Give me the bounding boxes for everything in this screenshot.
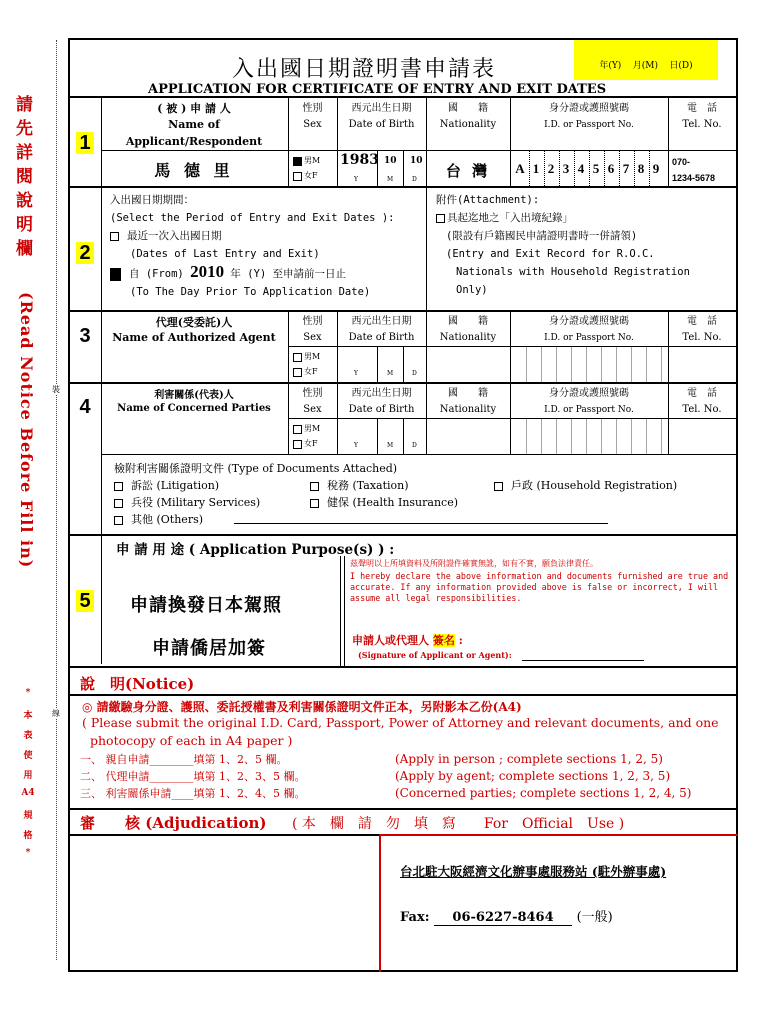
notice-line-2: ( Please submit the original I.D. Card, Passport, Power of Attorney and relevant documents, and one (82, 715, 719, 730)
fax-number: 06-6227-8464 (434, 910, 572, 926)
s4-dob-header (337, 386, 426, 418)
id-char: 6 (604, 150, 617, 188)
s3-male-option[interactable] (293, 349, 320, 364)
signature-input-line[interactable] (522, 660, 644, 661)
s4-m-label: M (387, 442, 394, 449)
others-checkbox[interactable] (114, 516, 123, 525)
dob-en: Date of Birth (348, 404, 415, 415)
a4-char: 用 (23, 771, 33, 781)
tel-zh: 電 話 (687, 316, 717, 327)
doc-others[interactable] (114, 511, 203, 528)
taxation-label: 稅務 (Taxation) (327, 479, 409, 492)
dob-year[interactable]: 1983 (340, 152, 379, 168)
notice-row-3-en: (Concerned parties; complete sections 1, 2, 4, 5) (395, 786, 692, 800)
attachment-label: 具起迄地之「入出境紀錄」 (447, 212, 573, 224)
from-year-value[interactable]: 2010 (190, 262, 225, 281)
s3-tel-header (668, 314, 736, 346)
household-label: 戶政 (Household Registration) (511, 479, 678, 492)
health-checkbox[interactable] (310, 499, 319, 508)
doc-taxation[interactable] (310, 477, 409, 494)
side-note-char: 請 (16, 95, 33, 115)
sex-en: Sex (303, 119, 322, 130)
id-char: 7 (619, 150, 632, 188)
signature-label-en: (Signature of Applicant or Agent): (358, 650, 512, 660)
military-checkbox[interactable] (114, 499, 123, 508)
docs-title: 檢附利害關係證明文件 (Type of Documents Attached) (114, 462, 398, 475)
office-box (379, 834, 738, 972)
side-note-char: 詳 (16, 143, 33, 163)
applicant-label-en2: Applicant/Respondent (125, 135, 263, 148)
a4-char: * (25, 688, 31, 698)
tel-line1: 070- (672, 157, 691, 167)
tel-line2: 1234-5678 (672, 173, 716, 183)
fax-label: Fax: (400, 910, 430, 925)
notice-row-3-zh: 三、 利害關係申請____填第 1、2、4、5 欄。 (80, 787, 306, 800)
female-label: 女F (304, 367, 318, 376)
a4-char: 規 (23, 811, 33, 821)
id-en: I.D. or Passport No. (544, 405, 634, 415)
last-entry-checkbox[interactable] (110, 232, 119, 241)
dob-m-label: M (387, 176, 394, 183)
notice-line-1: ◎ 請繳驗身分證、護照、委託授權書及利害關係證明文件正本，另附影本乙份(A4) (82, 700, 522, 714)
nat-en: Nationality (439, 119, 497, 130)
fax-note: (一般) (576, 910, 613, 925)
from-year-suffix: 年 (Y) 至申請前一日止 (230, 268, 347, 280)
id-char: 4 (574, 150, 587, 188)
nat-zh: 國 籍 (448, 316, 488, 327)
date-fields: 年(Y) 月(M) 日(D) (574, 40, 718, 80)
sex-male-option[interactable] (293, 153, 320, 168)
signature-sign-word: 簽名 (432, 634, 455, 647)
female-label: 女F (304, 171, 318, 180)
s4-id-boxes[interactable] (512, 418, 668, 454)
s4-tel-header (668, 386, 736, 418)
female-checkbox[interactable] (293, 172, 302, 181)
doc-litigation[interactable] (114, 477, 219, 494)
notice-rows (80, 751, 730, 802)
section-2-number: 2 (76, 242, 94, 264)
male-checkbox[interactable] (293, 425, 302, 434)
notice-title: 說 明(Notice) (80, 675, 195, 693)
section-4-number: 4 (79, 396, 91, 418)
last-entry-option[interactable] (110, 227, 394, 245)
attachment-block (436, 191, 690, 299)
concerned-label-zh: 利害關係(代表)人 (154, 390, 234, 401)
nat-header (426, 101, 510, 133)
s3-y-label: Y (354, 370, 358, 377)
applicant-label-en1: Name of (168, 118, 220, 131)
id-char: 5 (589, 150, 602, 188)
sex-zh: 性別 (302, 103, 323, 114)
s4-d-label: D (412, 442, 417, 449)
dob-zh: 西元出生日期 (351, 103, 412, 114)
s4-sex-checkboxes (293, 421, 320, 451)
section-1-number: 1 (76, 132, 94, 154)
notice-row-1-zh: 一、 親自申請________填第 1、2、5 欄。 (80, 753, 288, 766)
s3-id-header (510, 314, 668, 346)
signature-label-zh: 申請人或代理人 (352, 634, 429, 647)
dob-month[interactable]: 10 (384, 156, 397, 166)
sex-zh: 性別 (302, 316, 323, 327)
dob-zh: 西元出生日期 (351, 316, 412, 327)
purpose-title: 申 請 用 途 ( Application Purpose(s) ) : (116, 542, 395, 558)
declaration-en: I hereby declare the above information and documents furnished are true and accurate. If any information provided above is false or incorrect, I will assume all legal responsibilities. (350, 571, 729, 603)
others-label: 其他 (Others) (131, 513, 204, 526)
nat-zh: 國 籍 (448, 388, 488, 399)
nat-en: Nationality (439, 404, 497, 415)
side-note-en: (Read Notice Before Fill in) (17, 292, 36, 569)
household-checkbox[interactable] (494, 482, 503, 491)
doc-military[interactable] (114, 494, 260, 511)
sex-header (288, 101, 337, 133)
side-note-a4 (20, 688, 36, 868)
attachment-note: (限設有戶籍國民申請證明書時一併請領) (446, 230, 638, 242)
s4-sex-header (288, 386, 337, 418)
notice-line-3: photocopy of each in A4 paper ) (90, 733, 293, 748)
a4-char: 使 (23, 751, 33, 761)
litigation-label: 訴訟 (Litigation) (131, 479, 220, 492)
notice-row-2-en: (Apply by agent; complete sections 1, 2, 3, 5) (395, 769, 671, 783)
tel-zh: 電 話 (687, 388, 717, 399)
signature-colon: : (458, 634, 463, 647)
a4-char: 本 (23, 711, 33, 721)
id-header (510, 101, 668, 133)
last-entry-en: (Dates of Last Entry and Exit) (130, 248, 320, 260)
id-char: 1 (529, 150, 542, 188)
agent-label-en: Name of Authorized Agent (112, 331, 276, 344)
from-year-checkbox[interactable] (110, 268, 121, 281)
from-label: 自 (From) (129, 268, 184, 280)
doc-household[interactable] (494, 477, 677, 494)
adjudication-title: 審 核 (Adjudication) (80, 814, 267, 832)
id-zh: 身分證或護照號碼 (549, 388, 629, 399)
dob-zh: 西元出生日期 (351, 388, 412, 399)
sex-checkboxes (293, 153, 320, 183)
male-label: 男M (304, 156, 321, 165)
to-label: (To The Day Prior To Application Date) (130, 286, 371, 298)
adjudication-note: ( 本 欄 請 勿 填 寫 For Official Use ) (292, 816, 625, 832)
id-zh: 身分證或護照號碼 (549, 316, 629, 327)
period-title-en: (Select the Period of Entry and Exit Dates ): (110, 212, 395, 224)
tel-en: Tel. No. (682, 332, 722, 343)
sex-female-option[interactable] (293, 168, 320, 183)
id-en: I.D. or Passport No. (544, 120, 634, 130)
male-label: 男M (304, 424, 321, 433)
s4-female-option[interactable] (293, 436, 320, 451)
s3-sex-header (288, 314, 337, 346)
male-checkbox[interactable] (293, 157, 302, 166)
tel-en: Tel. No. (682, 404, 722, 415)
concerned-label-en: Name of Concerned Parties (117, 403, 271, 414)
purpose-line-2[interactable]: 申請僑居加簽 (152, 638, 266, 659)
s4-id-header (510, 386, 668, 418)
side-note-char: 欄 (16, 239, 33, 259)
form-title-zh: 入出國日期證明書申請表 (232, 57, 497, 82)
binding-mark-bottom: 線 (52, 709, 60, 718)
s3-female-option[interactable] (293, 364, 320, 379)
applicant-label-zh: ( 被 ) 申 請 人 (157, 102, 231, 115)
a4-char: 表 (23, 731, 33, 741)
s3-m-label: M (387, 370, 394, 377)
nationality-value[interactable]: 台 灣 (445, 162, 491, 180)
side-note-char: 先 (16, 119, 33, 139)
id-char: 9 (649, 150, 662, 188)
section-3-number: 3 (79, 325, 91, 347)
attachment-title: 附件(Attachment): (436, 194, 540, 206)
section-5-number: 5 (76, 590, 94, 612)
purpose-line-1[interactable]: 申請換發日本駕照 (130, 595, 282, 616)
s4-y-label: Y (354, 442, 358, 449)
male-checkbox[interactable] (293, 353, 302, 362)
id-number-boxes[interactable] (512, 150, 668, 186)
from-year-option[interactable] (110, 263, 394, 283)
nat-zh: 國 籍 (448, 103, 488, 114)
binding-mark-top: 裝 (52, 385, 60, 394)
s3-d-label: D (412, 370, 417, 377)
applicant-name[interactable]: 馬 德 里 (154, 161, 234, 180)
id-en: I.D. or Passport No. (544, 333, 634, 343)
dob-y-label: Y (354, 176, 358, 183)
male-label: 男M (304, 352, 321, 361)
notice-row-2-zh: 二、 代理申請________填第 1、2、3、5 欄。 (80, 770, 306, 783)
side-note-char: 閱 (16, 167, 33, 187)
declaration-zh: 茲聲明以上所填資料及所附證件確實無訛，如有不實，願負法律責任。 (350, 559, 598, 568)
s3-id-boxes[interactable] (512, 346, 668, 382)
id-zh: 身分證或護照號碼 (549, 103, 629, 114)
sex-en: Sex (303, 404, 322, 415)
tel-zh: 電 話 (687, 103, 717, 114)
period-title-zh: 入出國日期期間： (110, 194, 194, 206)
s3-dob-header (337, 314, 426, 346)
nat-en: Nationality (439, 332, 497, 343)
dob-en: Date of Birth (348, 119, 415, 130)
agent-label-zh: 代理(受委託)人 (155, 316, 233, 329)
tel-value[interactable] (672, 154, 715, 186)
id-char: A (515, 161, 525, 176)
attachment-en2: Nationals with Household Registration (456, 266, 690, 278)
sex-en: Sex (303, 332, 322, 343)
period-block (110, 191, 394, 301)
a4-char: * (25, 848, 31, 858)
litigation-checkbox[interactable] (114, 482, 123, 491)
tel-en: Tel. No. (682, 119, 722, 130)
id-char: 2 (544, 150, 557, 188)
a4-char: 格 (23, 831, 33, 841)
dob-en: Date of Birth (348, 332, 415, 343)
female-checkbox[interactable] (293, 440, 302, 449)
id-char: 3 (559, 150, 572, 188)
attachment-checkbox[interactable] (436, 214, 445, 223)
others-input-line[interactable] (234, 523, 608, 524)
taxation-checkbox[interactable] (310, 482, 319, 491)
dob-d-label: D (412, 176, 417, 183)
office-name: 台北駐大阪經濟文化辦事處服務站 (駐外辦事處) (400, 864, 667, 879)
a4-char: A4 (21, 788, 35, 798)
female-checkbox[interactable] (293, 368, 302, 377)
s4-nat-header (426, 386, 510, 418)
form-title-en: APPLICATION FOR CERTIFICATE OF ENTRY AND EXIT DATES (148, 82, 607, 97)
s3-nat-header (426, 314, 510, 346)
attachment-option[interactable] (436, 209, 690, 227)
military-label: 兵役 (Military Services) (131, 496, 261, 509)
side-note-char: 說 (16, 191, 33, 211)
notice-row-1-en: (Apply in person ; complete sections 1, 2, 5) (395, 752, 663, 766)
signature-line (352, 632, 463, 648)
female-label: 女F (304, 439, 318, 448)
s4-male-option[interactable] (293, 421, 320, 436)
fax-line (400, 906, 613, 926)
attachment-en1: (Entry and Exit Record for R.O.C. (446, 248, 655, 260)
last-entry-label: 最近一次入出國日期 (127, 230, 222, 242)
dob-day[interactable]: 10 (410, 156, 423, 166)
health-label: 健保 (Health Insurance) (327, 496, 458, 509)
binding-line (56, 40, 57, 960)
id-char: 8 (634, 150, 647, 188)
side-note-char: 明 (16, 215, 33, 235)
sex-zh: 性別 (302, 388, 323, 399)
dob-header (337, 101, 426, 133)
side-note-zh (16, 90, 38, 258)
s3-sex-checkboxes (293, 349, 320, 379)
doc-health[interactable] (310, 494, 458, 511)
tel-header (668, 101, 736, 133)
attachment-en3: Only) (456, 284, 488, 296)
docs-attached-block (114, 460, 714, 528)
